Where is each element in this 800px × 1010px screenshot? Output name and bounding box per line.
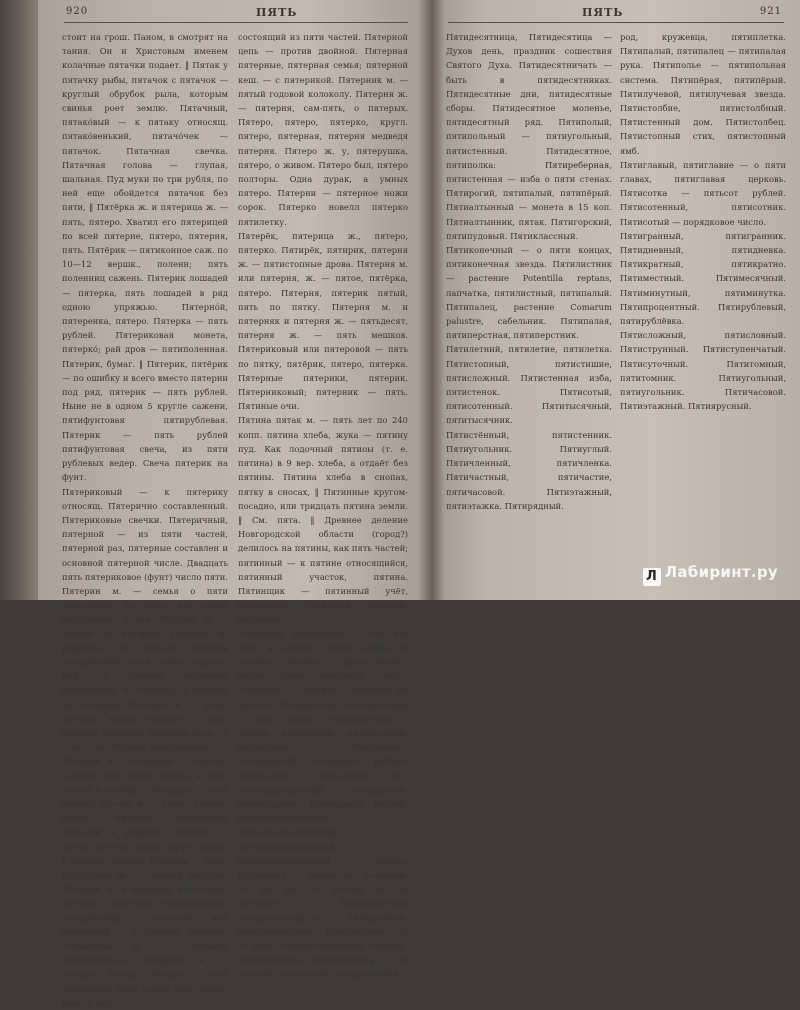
book-cover-edge xyxy=(0,0,38,600)
labirint-watermark xyxy=(643,563,778,586)
right-col1-paragraph: Пятидесятница, Пятидесятица — Духов день, праздник сошествия Святого Духа. Пятидесятничать — быть в пятидесятниках. Пятидесятные дни, пятидесятные сборы. Пятидесятное моленье, пятидесятный ряд. Пятиполый, пятипольный — пятиугольный, пятистенный. Пятидесятное, пятиполка: Пятиреберная, пятистенная — изба о пяти стенах. Пятирогий, пятипалый, пятипёрый. Пятиалтынный — монета в 15 коп. Пятиалтынник, пятак. Пятигорский, пятипудовый. Пятиклассный. xyxy=(446,32,612,241)
left-col1-paragraph: стоит на грош. Паном, в смотрят на тания. Он и Христовым именем колачные пятачки подает. ‖ Пятак у пятачку рыбы, пятачок с пятачок — круглый обрубок рыла, которым свинья роет землю. Пятачный, пятакóвый — к пятаку относящ. пятакóвенький, пятачóчек — пятачок. Пятачная свечка. Пятачная голова — глупая, шальная. Пуд муки по три рубля, по ней еще обойдется пятачок без пяти, ‖ Пятёрка ж. и пятерица ж. — пять, пятеро. Хватил его пятерицей по всей пятерне, пятеро, пятерня, пять. Пятёрик — пятиконное саж. по 10—12 вершк., поленн; пять поленниц сажень. Пятерик лошадей — пятерка, пять лошадей в ряд одною упряжью. Пятернóй, пятеренка, пятеро. Пятерка — пять рублей. Пятериковая монета, пятеркó; рай дров — пятиполенная. Пятерик, бумаг. ‖ Пятерик, пятёрик — по ошибку и всего вместо пятерни под ряд, пятерик — пять рублей. Ныне не в одном 5 кругле сажени, пятифунтовая пятирублевая. Пятерик — пять рублей пятифунтовая свеча, из пяти рублевых ведер. Свеча пятерик на фунт. xyxy=(62,32,228,483)
left-col1-paragraph: Пятериковый — к пятерику относящ. Пятерично составленный. Пятериковые свечки. Пятеричный, пятерной — из пяти частей, пятерной раз, пятерные составлен и основной пятерной числе. Двадцать пять пятериковое (фунт) число пяти. Пятерин м. — семья о пяти работниках, по счету, для одних пятеричного учета. Пятерня ж. — семьей из пятерых. Пятерка ж. рекрутов, по очереди пятерик пятериковой семьи ставит рекрута, или по пятерик подобные пятериками, по пятерку, а очереди до пятерика. Пятерня ж. — рука, пятерня, всякая пятерня — рука, пятерня человека. Пятерню съел, то съест, сам Мартын заворачивает. xyxy=(62,486,228,753)
right-col2-paragraph: Пятисложный, пятисловный. Пятиструнный. Пятиступенчатый. Пятисуточный. Пятитомный, пятитомник. Пятиугольный, пятиугольник. Пятичасовой. Пятиэтажный. Пятиярусный. xyxy=(620,330,786,412)
left-page xyxy=(38,0,430,1008)
right-header-rule xyxy=(448,22,784,23)
right-col2-paragraph: род, кружевца, пятиплетка. Пятипалый, пятипалец — пятипалая рука. Пятиполье — пятипольная система. Пятипёрая, пятипёрый. Пятилучевой, пятилучевая звезда. Пятистолбие, пятистолбный. Пятистенный дом. Пятистолбец. Пятистопный стих, пятистопный ямб. xyxy=(620,32,786,156)
right-col1-paragraph: Пятистённый, пятистенник. Пятиугольник. Пятиуглый. Пятичленный, пятичленка. Пятичастный, пятичастие, пятичасовой. Пятиэтажный, пятиэтажка. Пятирядный. xyxy=(446,429,612,511)
left-running-head: ПЯТЬ xyxy=(256,6,298,19)
watermark-text: Лабиринт.ру xyxy=(664,563,778,581)
left-col2-paragraph: Пятиница, пятиновица — тот, кто снял и держит чужую землю из пятины. Пятерить — брать пятину, пятую долю, умножать пятью. Пятерить — строжать, пятерить по смыслу. Пятидесятый, пятидесятная — одна пятая. Пятидесятник — десять, пятидесяти, пятидесятый, пятнадцать. Пятнадцать, пятнадцатый, пятнадцать рублей. Пятнадцать, пятнадцати лет, пятнадцатеричный. Пятнадцатый, пятнадцатью. Пятнадцати рублей, пятнадцатипудовый, пятнадцатиаршинный. Пятнадцатирублевый, пятнадцатирублевая шапка. Пятидесят — пятьдесят, полсотни. На два Бог сто рублей, на сто пятьдесят. Пятидесятник, пятидесятница ж. — пятидесятый, пятидесятилетие. Пятидесятый год от роду, пятидесятилетний человек. Пятидесятник, пятидесятник — 50 человек, полусотник; пятидесятник. xyxy=(238,628,408,980)
left-column-2 xyxy=(238,30,408,980)
right-column-2 xyxy=(620,30,786,600)
book-gutter-shadow xyxy=(418,0,444,600)
left-col2-paragraph: Пятерёк, пятерица ж., пятеро, пятерко. Пятирёк, пятирик, пятерня ж. — пятистопные дрова. Пятерня м. или пятерня, ж. — пятое, пятёрка, пятеро. Пятерня, пятерик пятый, пять по пятку. Пятерня м. и пятерняк и пятерня ж. — пятьдесят, пятерня ж. — пять мешков. Пятериковый или пятеровой — пять по пятку, пятёрик, пятеро, пятерка. Пятерные пятерики, пятерик. Пятерниковый; пятерник — пять. Пятиные очи. xyxy=(238,230,408,412)
left-col2-paragraph: состоящий из пяти частей. Пятерной цепь — против двойной. Пятерная пятерные, пятерная семья; пятерной кеш. — с пятерикой. Пятерник м. — пятый годовой колоколу. Пятерня ж. — пятерня, сам-пять, о пятерых. Пятеро, пятеро, пятерко, кругл. пятеро, пятерная, пятерня медведя пятерня. Пятеро ж. у, пятерушка, пятеро, о живом. Пятеро был, пятеро полторы. Одна дурак, а умных пятеро. Пятерни — пятерное ножи сорок. Пятерко новелл пятерко пятилетку. xyxy=(238,32,408,227)
right-running-head: ПЯТЬ xyxy=(582,6,624,19)
left-col2-paragraph: Пятина пятак м. — пять лет по 240 копп. пятина хлеба, жука — пятину пуд. Как лодочный пятиоы (т. е. пятина) в 9 вер. хлеба, а отдаёт без пятины. Пятина хлеба в снопах, пятку в сносах, ‖ Пятинные кругом-посадно, или тридцать пятина земли. ‖ См. пята. ‖ Древнее деление Новгородской области (город?) делилось на пятины, как пять частей; пятинный — к пятине относящийся, пятинный участок, пятина. Пятинщик — пятинный учёт, пятинщица. Пятинный, пятиный, пятинная. xyxy=(238,415,408,625)
left-column-1 xyxy=(62,30,228,1008)
right-col2-paragraph: Пятигранный, пятигранник. Пятидневный, пятидневка. Пятикратный, пятикратно. Пятиместный. Пятимесячный. Пятиминутный, пятиминутка. Пятипроцентный. Пятирублевый, пятирублёвка. xyxy=(620,230,786,327)
right-col2-paragraph: Пятиглавый, пятиглавие — о пяти главах, пятиглавая церковь. Пятисотка — пятьсот рублей. Пятисотенный, пятисотник. Пятисотый — порядковое число. xyxy=(620,159,786,227)
labirint-logo-icon: Л xyxy=(643,568,661,586)
right-col1-paragraph: Пятиконечный — о пяти концах, пятиконечная звезда. Пятилистник — растение Potentilla reptans, лапчатка, пятилистный, пятипалый. Пятипалец, растение Comarum palustre, сабельник. Пятипалая, пятиперстная, пятиперстник. xyxy=(446,245,612,341)
right-page-number: 921 xyxy=(759,6,782,17)
left-col1-paragraph: Пятерня ж. пятёрушка — корова, дающая пять ведер молока в день, кулова в пятницу. Пятерыня — пять пятниц. Пятеря ж. — пятно, пятина; пятеро, пятерик. Пятидесяти лошадей в упряжи. Пятерня — пятак, пятачок, кусок сыру в пятине ‖ пятерне кругом. Пятерик — пять. Пятерушка ж. — пятерик, пятерка. Пятерня ж. и бумажки в пятерню, пятерик. Пятичный, пятирублевый, пятирублевка. Пятачный или пятеровый — к пятерне относящ. Пятакушка ж. — бумажка пятирублевая. Пятерной ж. — пятерка, пятеро. Пятёрка — пять мелочевых, пять сотен, пять тысяч, вместе пять. xyxy=(62,756,228,1008)
left-header-rule xyxy=(64,22,408,23)
right-column-1 xyxy=(446,30,612,600)
left-page-number: 920 xyxy=(66,6,89,17)
right-col1-paragraph: Пятилетний, пятилетие, пятилетка. Пятистопный, пятистишие, пятисложный. Пятистенная изба, пятистенок. Пятисотый, пятисотенный. Пятитысячный, пятитысячник. xyxy=(446,344,612,426)
right-page xyxy=(430,0,800,600)
